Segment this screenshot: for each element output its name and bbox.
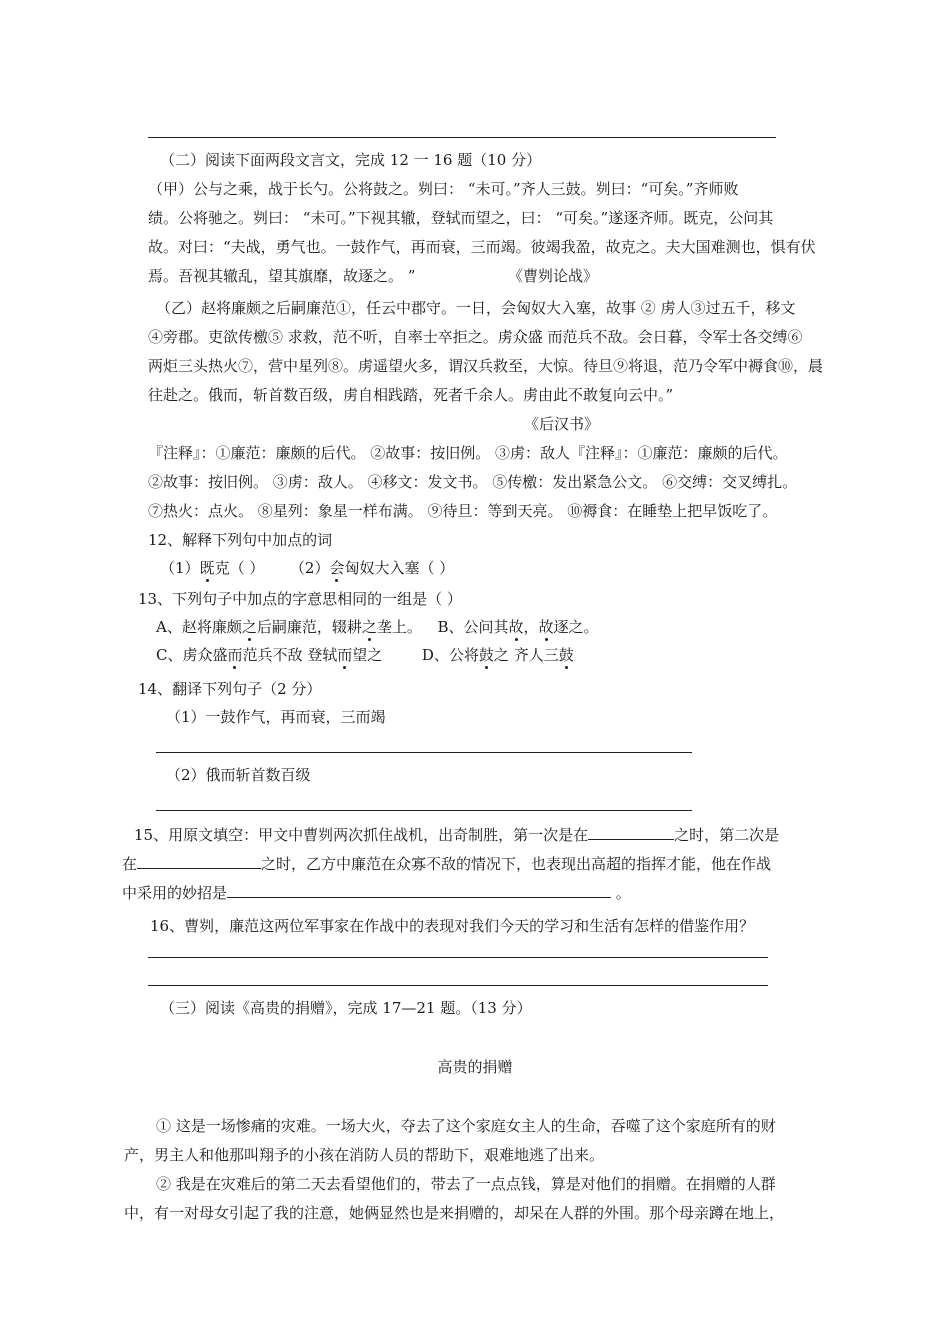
- q13-d-text2: 之 齐人三: [493, 646, 559, 664]
- q13-stem: 13、下列句子中加点的字意思相同的一组是（ ）: [138, 590, 462, 608]
- q15-line-1: [134, 823, 779, 845]
- q12-b-rest: 匈奴大入塞（ ）: [344, 559, 455, 577]
- q13-a-text: A、赵将廉颇: [156, 618, 242, 636]
- q16-answer-line-2[interactable]: [148, 985, 768, 986]
- q13-c-dot2: 而: [337, 646, 353, 664]
- q13-b-text: B、公问其: [437, 618, 509, 636]
- section2-heading: （二）阅读下面两段文言文，完成 12 一 16 题（10 分）: [160, 151, 542, 169]
- q15-line-3: [122, 881, 631, 903]
- q12-a-rest: 克（ ）: [214, 559, 265, 577]
- jia-line-2: 绩。公将驰之。刿曰： “未可。”下视其辙，登轼而望之，曰： “可矣。”遂逐齐师。既克，公问其: [148, 209, 774, 227]
- q13-row-ab: [156, 617, 599, 637]
- q15-text-2-start: 在: [122, 855, 138, 873]
- q13-b-text3: 逐之。: [553, 618, 599, 636]
- q13-d-dot1: 鼓: [478, 646, 494, 664]
- q12-stem: 12、解释下列句中加点的词: [148, 531, 333, 549]
- yi-source: 《后汉书》: [524, 415, 600, 433]
- q16-stem: 16、曹刿，廉范这两位军事家在作战中的表现对我们今天的学习和生活有怎样的借鉴作用？: [150, 917, 755, 935]
- q14-answer-line-2[interactable]: [156, 810, 692, 811]
- q15-blank-1[interactable]: [588, 823, 674, 840]
- q13-b-text2: ，: [523, 618, 539, 636]
- q14-sentence-2: （2）俄而斩首数百级: [166, 766, 311, 784]
- q16-answer-line-1[interactable]: [148, 957, 768, 958]
- q15-text-3-end: 。: [611, 884, 631, 902]
- q12-b-prefix: （2）: [289, 559, 330, 577]
- q15-blank-3[interactable]: [227, 881, 611, 898]
- q12-a-dotted: 既: [199, 559, 215, 577]
- q13-b-dot2: 故: [538, 618, 554, 636]
- notes-line-1: 『注释』：①廉范：廉颇的后代。 ②故事：按旧例。 ③虏：敌人『注释』：①廉范：廉颇的后代。: [148, 444, 788, 462]
- para2-line-2: 中，有一对母女引起了我的注意，她俩显然也是来捐赠的，却呆在人群的外围。那个母亲蹲在地上，: [124, 1204, 785, 1222]
- para1-line-1: ① 这是一场惨痛的灾难。一场大火，夺去了这个家庭女主人的生命，吞噬了这个家庭所有的财: [156, 1117, 776, 1135]
- q12-items: [160, 558, 454, 578]
- q13-a-dot1: 之: [241, 618, 257, 636]
- q13-a-text3: 垄上。: [376, 618, 422, 636]
- yi-line-2: ④旁郡。吏欲传檄⑤ 求救，范不听，自率士卒拒之。虏众盛 而范兵不敌。会日暮，令军士各交缚⑥: [148, 328, 803, 346]
- q13-c-text2: 范兵不敌 登轼: [242, 646, 338, 664]
- q14-sentence-1: （1）一鼓作气，再而衰，三而竭: [166, 708, 386, 726]
- jia-line-4: 焉。吾视其辙乱，望其旗靡，故逐之。 ”: [148, 267, 416, 285]
- para2-line-1: ② 我是在灾难后的第二天去看望他们的，带去了一点点钱，算是对他们的捐赠。在捐赠的人群: [156, 1175, 776, 1193]
- q13-row-cd: [156, 645, 574, 665]
- yi-line-3: 两炬三头热火⑦，营中星列⑧。虏遥望火多，谓汉兵救至，大惊。待旦⑨将退，范乃令军中褥食⑩，晨: [148, 357, 824, 375]
- q13-a-dot2: 之: [361, 618, 377, 636]
- q13-c-dot1: 而: [227, 646, 243, 664]
- jia-line-3: 故。对曰：“夫战，勇气也。一鼓作气，再而衰，三而竭。彼竭我盈，故克之。夫大国难测也，惧有伏: [148, 238, 816, 256]
- notes-line-3: ⑦热火：点火。 ⑧星列：象星一样布满。 ⑨待旦：等到天亮。 ⑩褥食：在睡垫上把早饭吃了。: [148, 502, 778, 520]
- yi-line-1: （乙）赵将廉颇之后嗣廉范①，任云中郡守。一日，会匈奴大入塞，故事 ② 虏人③过五千，移文: [156, 299, 796, 317]
- q13-b-dot1: 故: [508, 618, 524, 636]
- q15-text-1-end: 之时，第二次是: [674, 826, 780, 844]
- q14-stem: 14、翻译下列句子（2 分）: [138, 680, 322, 698]
- section3-heading: （三）阅读《高贵的捐赠》，完成 17—21 题。（13 分）: [160, 999, 532, 1017]
- q13-c-text3: 望之: [352, 646, 383, 664]
- q13-d-dot2: 鼓: [558, 646, 574, 664]
- q15-blank-2[interactable]: [137, 852, 261, 869]
- q13-d-text: D、公将: [421, 646, 479, 664]
- jia-source: 《曹刿论战》: [508, 267, 599, 285]
- notes-line-2: ②故事：按旧例。 ③虏：敌人。 ④移文：发文书。 ⑤传檄：发出紧急公文。 ⑥交缚：交叉缚扎。: [148, 473, 798, 491]
- q13-a-text2: 后嗣廉范，辍耕: [256, 618, 362, 636]
- article-title: 高贵的捐赠: [437, 1058, 513, 1076]
- q15-line-2: [122, 852, 771, 874]
- q15-text-1: 15、用原文填空：甲文中曹刿两次抓住战机，出奇制胜，第一次是在: [134, 826, 589, 844]
- top-answer-line: [148, 137, 776, 138]
- q15-text-3-start: 中采用的妙招是: [122, 884, 228, 902]
- q15-text-2-mid: 之时，乙方中廉范在众寡不敌的情况下，也表现出高超的指挥才能，他在作战: [261, 855, 772, 873]
- q12-a-prefix: （1）: [160, 559, 200, 577]
- q13-c-text: C、虏众盛: [156, 646, 228, 664]
- q12-b-dotted: 会: [329, 559, 345, 577]
- jia-line-1: （甲）公与之乘，战于长勺。公将鼓之。刿曰： “未可。”齐人三鼓。刿曰：“可矣。”齐师败: [148, 180, 739, 198]
- yi-line-4: 往赴之。俄而，斩首数百级，虏自相践踏，死者千余人。虏由此不敢复向云中。”: [148, 386, 674, 404]
- para1-line-2: 产，男主人和他那叫翔予的小孩在消防人员的帮助下，艰难地逃了出来。: [124, 1146, 605, 1164]
- q14-answer-line-1[interactable]: [156, 752, 692, 753]
